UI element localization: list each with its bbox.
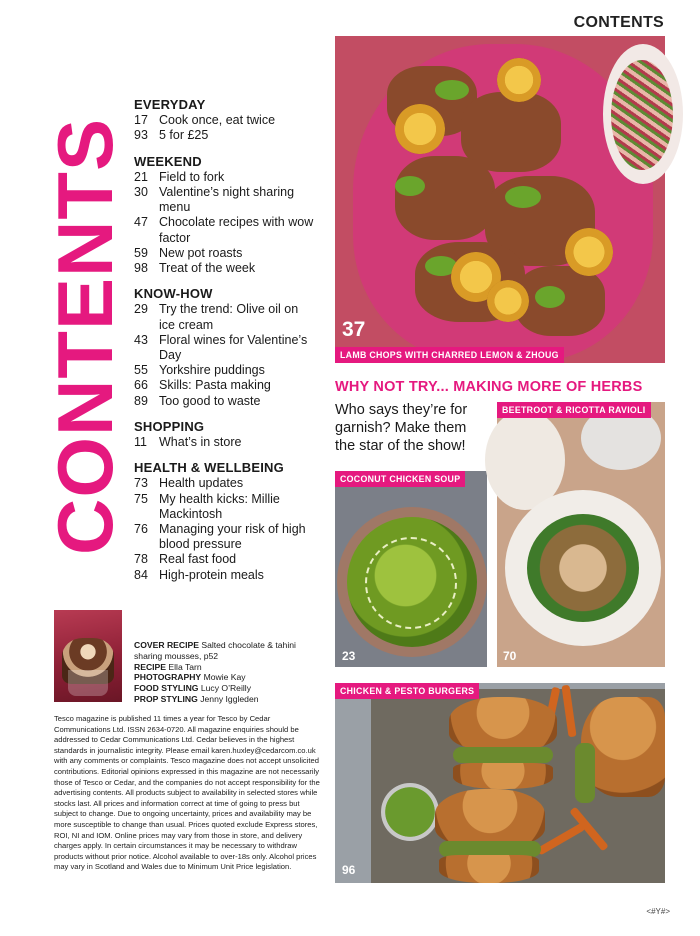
toc-entry-title: Field to fork (159, 169, 225, 184)
toc-entry-title: Yorkshire puddings (159, 363, 265, 378)
toc-entry[interactable] (134, 552, 314, 567)
table-of-contents (134, 97, 314, 593)
toc-entry-title: New pot roasts (159, 245, 243, 260)
credits-block (134, 640, 324, 705)
toc-entry-title: Valentine’s night sharing menu (159, 185, 295, 215)
toc-entry-title: Managing your risk of high blood pressure (159, 522, 306, 552)
zhoug-herb (395, 176, 425, 196)
toc-entry[interactable] (134, 435, 314, 450)
credit-food-styling: FOOD STYLING Lucy O’Reilly (134, 683, 251, 694)
soup-noodles (365, 537, 457, 629)
toc-entry-title: Real fast food (159, 552, 237, 567)
vertical-contents-title (41, 97, 129, 555)
toc-section-title: WEEKEND (134, 153, 202, 169)
toc-page-number: 43 (134, 332, 148, 347)
toc-page-number: 11 (134, 435, 147, 450)
toc-section-title: SHOPPING (134, 418, 205, 434)
credit-cover-recipe: COVER RECIPE Salted chocolate & tahini sharing mousses, p52 (134, 640, 296, 661)
toc-entry-title: My health kicks: Millie Mackintosh (159, 491, 280, 521)
toc-page-number: 30 (134, 185, 148, 200)
toc-page-number: 73 (134, 476, 148, 491)
toc-entry[interactable] (134, 363, 314, 378)
toc-entry-title: Skills: Pasta making (159, 378, 271, 393)
toc-section-title: HEALTH & WELLBEING (134, 460, 284, 476)
toc-entry-title: Too good to waste (159, 393, 261, 408)
page-header: CONTENTS (573, 14, 664, 31)
toc-page-number: 66 (134, 378, 148, 393)
toc-entry[interactable] (134, 128, 314, 143)
charred-lemon (565, 228, 613, 276)
zhoug-herb (505, 186, 541, 208)
toc-section (134, 154, 314, 277)
toc-page-number: 78 (134, 552, 148, 567)
glass-image (68, 670, 108, 696)
ravioli-pasta (527, 514, 639, 622)
photo-caption: LAMB CHOPS WITH CHARRED LEMON & ZHOUG (335, 347, 564, 363)
toc-page-number: 89 (134, 393, 148, 408)
charred-lemon (497, 58, 541, 102)
coconut-chicken-soup-photo[interactable] (335, 471, 487, 667)
toc-entry[interactable] (134, 476, 314, 491)
toc-entry-title: 5 for £25 (159, 128, 209, 143)
burger-bun-bottom (453, 763, 553, 789)
toc-entry-title: What’s in store (159, 435, 242, 450)
burger-bun-top (435, 789, 545, 845)
toc-section (134, 286, 314, 409)
credit-recipe: RECIPE Ella Tarn (134, 661, 202, 672)
cover-recipe-thumbnail (54, 610, 122, 702)
toc-entry[interactable] (134, 246, 314, 261)
lamb-chops-photo[interactable] (335, 36, 665, 363)
toc-entry[interactable] (134, 378, 314, 393)
toc-entry-title: Health updates (159, 476, 244, 491)
charred-lemon (395, 104, 445, 154)
toc-entry[interactable] (134, 568, 314, 583)
footer-code: <#Y#> (646, 907, 670, 916)
toc-page-number: 98 (134, 261, 148, 276)
beetroot-ricotta-ravioli-photo[interactable] (497, 402, 665, 667)
toc-page-number: 59 (134, 245, 148, 260)
toc-entry-title: Treat of the week (159, 261, 256, 276)
toc-entry-title: Try the trend: Olive oil on ice cream (159, 302, 299, 332)
toc-page-number: 47 (134, 215, 148, 230)
feature-title: WHY NOT TRY... MAKING MORE OF HERBS (335, 379, 643, 395)
toc-page-number: 17 (134, 113, 148, 128)
toc-page-number: 29 (134, 302, 148, 317)
toc-page-number: 21 (134, 169, 148, 184)
toc-entry[interactable] (134, 394, 314, 409)
photo-caption: CHICKEN & PESTO BURGERS (335, 683, 479, 699)
toc-page-number: 93 (134, 128, 148, 143)
chicken-pesto-burgers-photo[interactable] (335, 683, 665, 883)
burger-filling (575, 743, 595, 803)
legal-text: Tesco magazine is published 11 times a year for Tesco by Cedar Communications Ltd. ISSN 2634-0720. All magazine enquiries should be addressed to Cedar Communications Ltd. Cedar believes in the highest standards in journalistic integrity. Please email karen.huxley@cedarcom.co.uk with any comments or complaints. Tesco magazine does not accept unsolicited contributions. Editorial opinions expressed in this magazine are not necessarily those of Tesco or Cedar, and the companies do not accept responsibility for the advertising contents. All products subject to availability in selected stores while stocks last. All prices and information correct at time of going to press but subject to change. Due to ongoing uncertainty, prices and availability may be more susceptible to change than usual. Prices quoted exclude Express stores, ROI, NI and IOM. Online prices may vary from those in store, and delivery charges apply. In certain circumstances it may be necessary to withdraw products without prior notice. Alcohol available to over-18s only. Alcohol prices may vary in Scotland and Wales due to Minimum Unit Price legislation. (54, 714, 320, 872)
page-number: 70 (503, 649, 517, 663)
zhoug-herb (535, 286, 565, 308)
toc-section-title: KNOW-HOW (134, 286, 213, 302)
toc-page-number: 84 (134, 567, 148, 582)
lamb-chop (461, 92, 561, 172)
photo-caption: BEETROOT & RICOTTA RAVIOLI (497, 402, 651, 418)
burger-bun-bottom (439, 855, 539, 883)
charred-lemon (487, 280, 529, 322)
toc-section (134, 460, 314, 583)
burger-bun-top (449, 697, 557, 749)
toc-entry[interactable] (134, 185, 314, 215)
toc-entry[interactable] (134, 302, 314, 332)
pesto-bowl (381, 783, 439, 841)
feature-text: Who says they’re for garnish? Make them the star of the show! (335, 402, 468, 454)
photo-caption: COCONUT CHICKEN SOUP (335, 471, 465, 487)
toc-entry[interactable] (134, 261, 314, 276)
toc-entry-title: Floral wines for Valentine’s Day (159, 332, 308, 363)
toc-page-number: 76 (134, 522, 148, 537)
toc-entry-title: Chocolate recipes with wow factor (159, 215, 314, 245)
burger-filling (453, 747, 553, 763)
toc-section-title: EVERYDAY (134, 97, 206, 112)
toc-section (134, 419, 314, 450)
toc-entry[interactable] (134, 170, 314, 185)
toc-entry-title: High-protein meals (159, 567, 264, 582)
toc-entry[interactable] (134, 492, 314, 522)
lamb-chop (395, 156, 495, 240)
toc-entry-title: Cook once, eat twice (159, 113, 276, 128)
toc-entry[interactable] (134, 522, 314, 552)
vertical-title-text: CONTENTS (41, 118, 129, 555)
toc-entry[interactable] (134, 215, 314, 245)
credit-photography: PHOTOGRAPHY Mowie Kay (134, 672, 246, 683)
toc-entry[interactable] (134, 333, 314, 363)
credit-prop-styling: PROP STYLING Jenny Iggleden (134, 693, 259, 704)
zhoug-herb (435, 80, 469, 100)
page-number: 37 (342, 318, 366, 341)
toc-page-number: 55 (134, 363, 148, 378)
toc-page-number: 75 (134, 491, 148, 506)
toc-entry[interactable] (134, 113, 314, 128)
toc-section (134, 97, 314, 144)
page-number: 23 (342, 649, 356, 663)
page-number: 96 (342, 863, 356, 877)
salad (611, 60, 673, 170)
